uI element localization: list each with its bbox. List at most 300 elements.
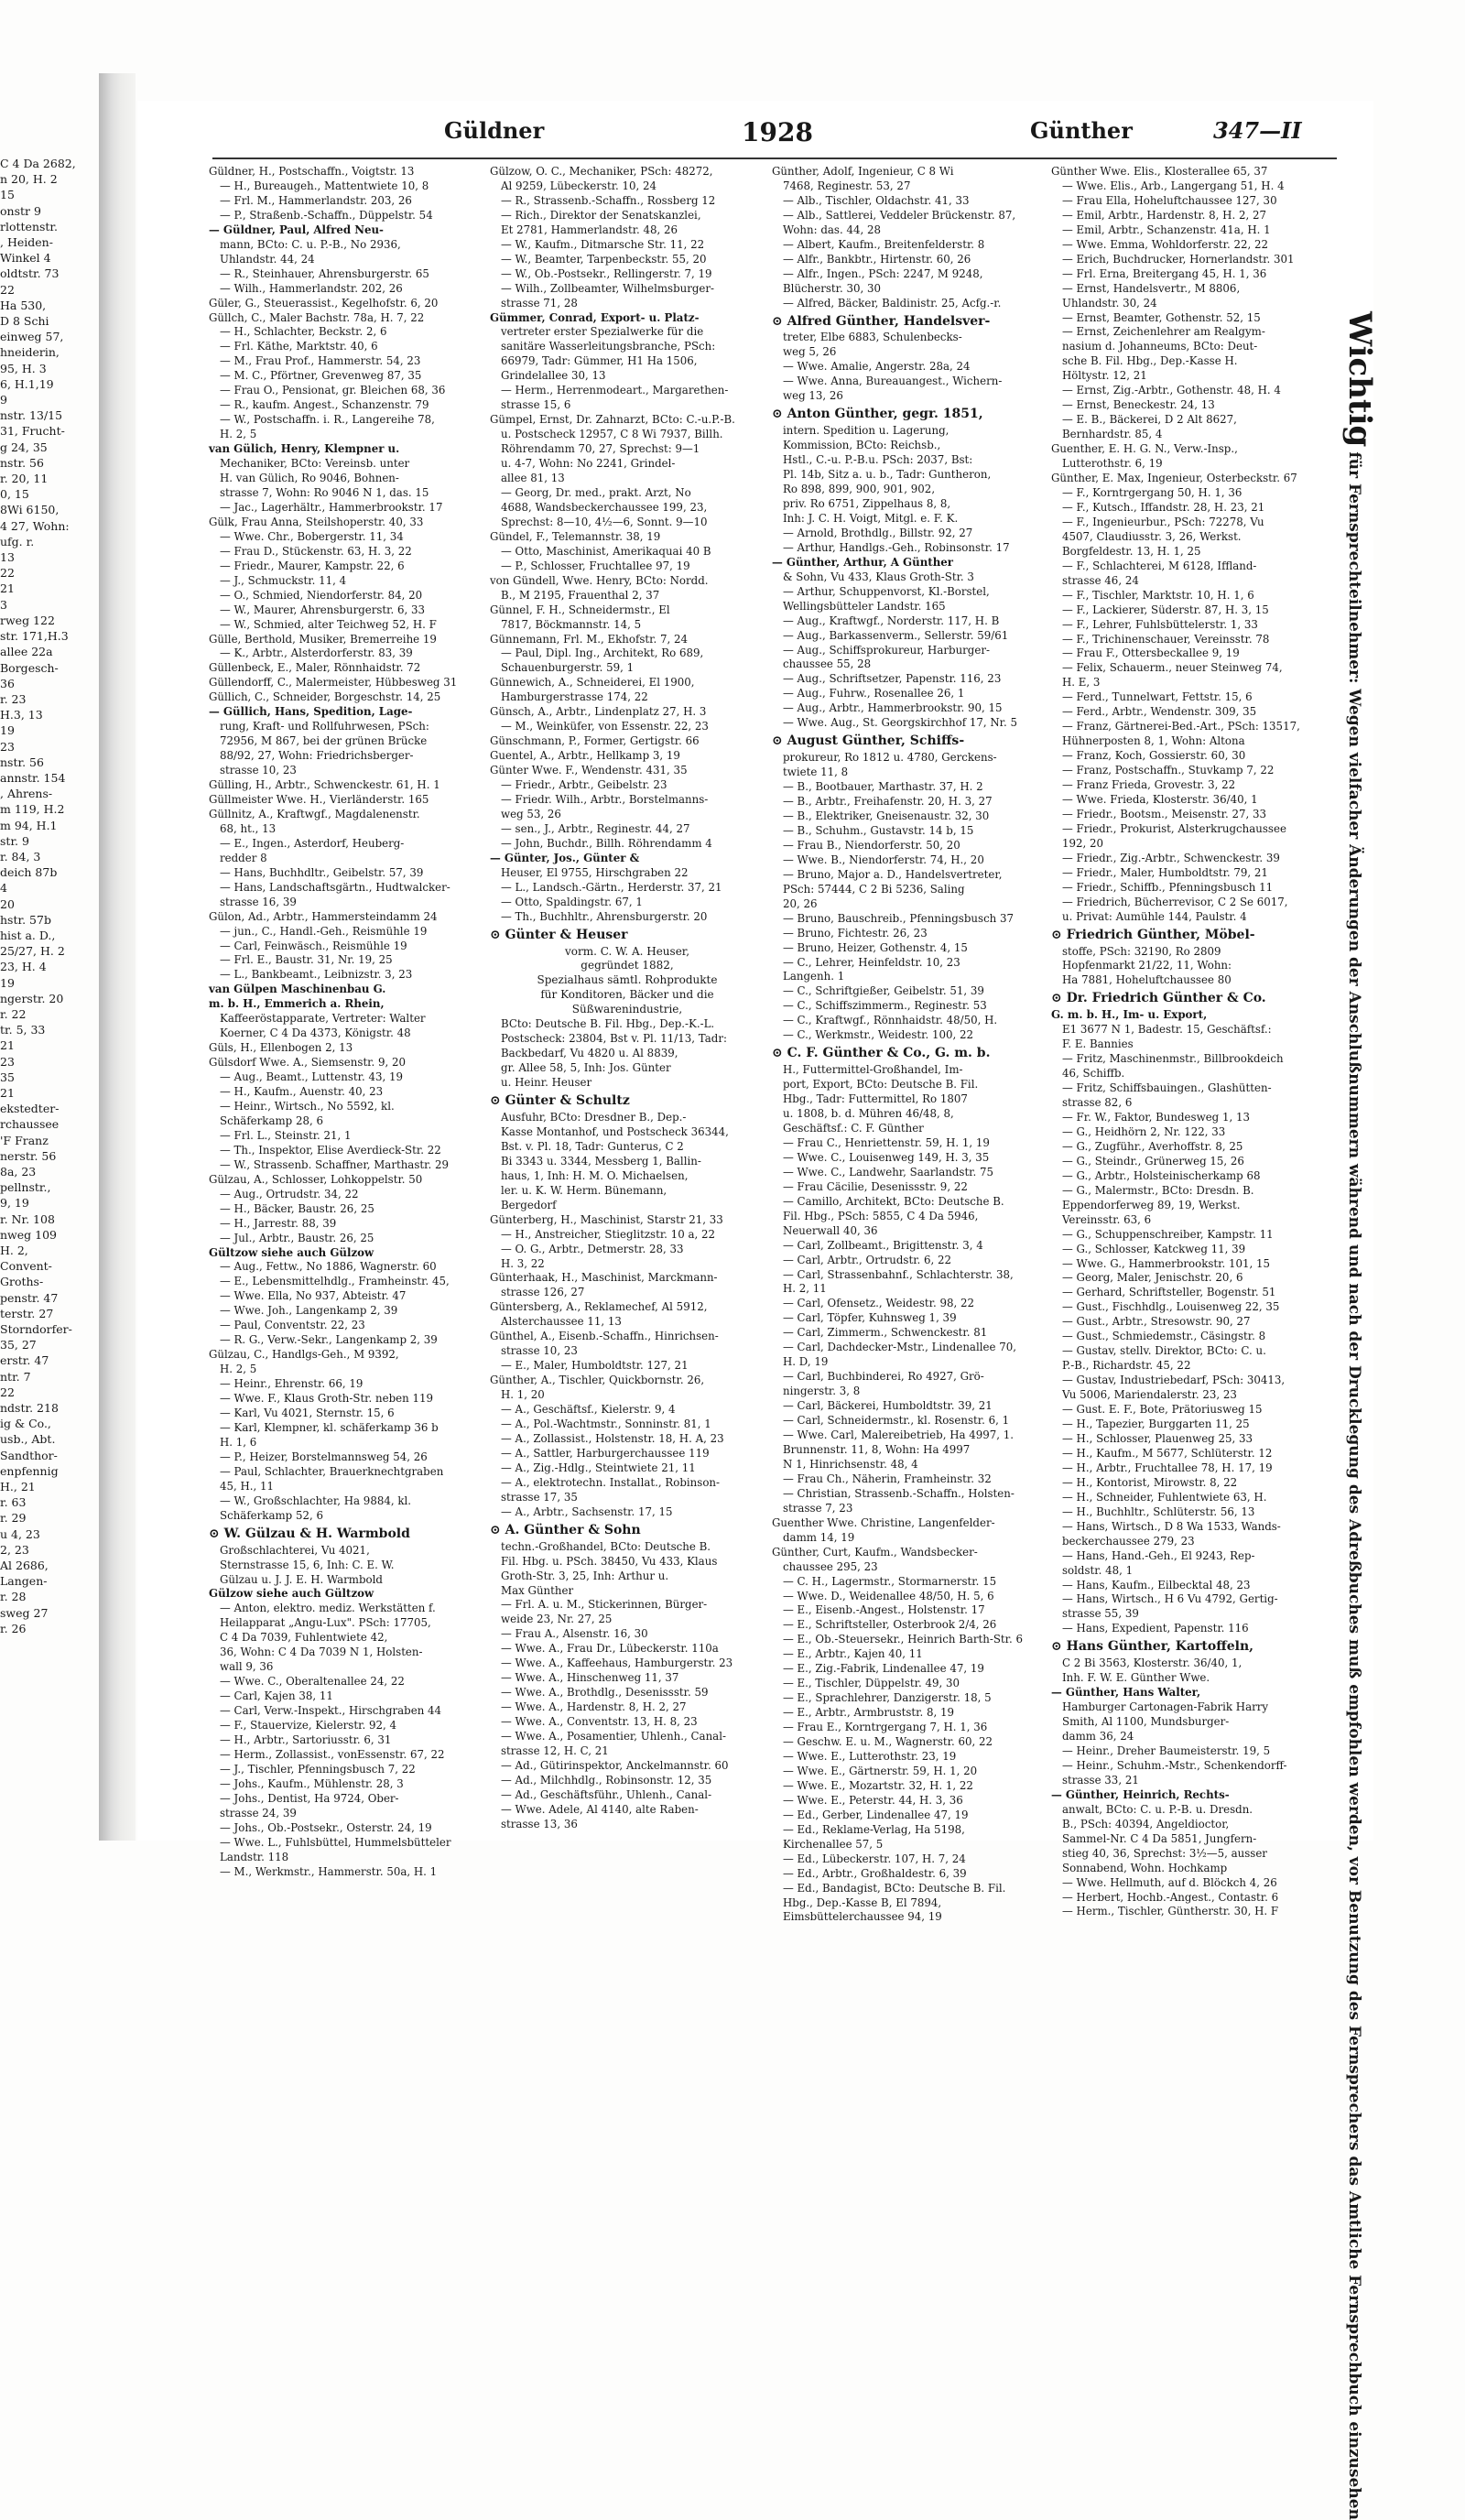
directory-entry: strasse 126, 27 [501,1286,585,1299]
directory-entry: Fil. Hbg. u. PSch. 38450, Vu 433, Klaus [501,1554,718,1568]
directory-entry: damm 14, 19 [783,1530,855,1544]
directory-entry: — Albert, Kaufm., Breitenfelderstr. 8 [783,237,985,251]
directory-entry: — Aug., Barkassenverm., Sellerstr. 59/61 [783,628,1009,642]
directory-entry: Smith, Al 1100, Mundsburger- [1062,1715,1230,1729]
directory-entry: Alsterchaussee 11, 13 [501,1315,622,1329]
directory-entry: weg 5, 26 [783,345,837,359]
facing-page-line: ekstedter- [0,1102,60,1116]
directory-entry: — F., Trichinenschauer, Vereinsstr. 78 [1062,632,1270,646]
directory-entry: — Carl, Zollbeamt., Brigittenstr. 3, 4 [783,1238,983,1252]
directory-entry: E1 3677 N 1, Badestr. 15, Geschäftsf.: [1062,1023,1272,1037]
directory-entry: u. 4-7, Wohn: No 2241, Grindel- [501,457,676,471]
directory-entry: Bi 3343 u. 3344, Messberg 1, Ballin- [501,1154,701,1168]
directory-entry: — Arnold, Brothdlg., Billstr. 92, 27 [783,526,973,539]
facing-page-line: str. 171,H.3 [0,629,69,644]
directory-entry: — Friedr., Maurer, Kampstr. 22, 6 [220,559,405,572]
facing-page-line: allee 22a [0,645,53,659]
directory-entry: — Aug., Arbtr., Hammerbrookstr. 90, 15 [783,701,1003,715]
directory-entry: — W., Postschaffn. i. R., Langereihe 78, [220,413,435,427]
facing-page-line: r. 26 [0,1621,27,1635]
facing-page-line: 95, H. 3 [0,361,47,375]
directory-entry: Brunnenstr. 11, 8, Wohn: Ha 4997 [783,1442,971,1456]
facing-page-line: ngerstr. 20 [0,991,64,1005]
directory-entry: intern. Spedition u. Lagerung, [783,424,950,438]
directory-entry: — C. H., Lagermstr., Stormarnerstr. 15 [783,1574,997,1588]
facing-page-line: 21 [0,581,15,596]
directory-entry: — Franz Frieda, Grovestr. 3, 22 [1062,778,1236,792]
facing-page-line: 23 [0,1054,15,1069]
directory-entry: — Ernst, Beneckestr. 24, 13 [1062,398,1215,412]
facing-page-line: ig & Co., [0,1417,51,1431]
directory-entry: — Herm., Tischler, Güntherstr. 30, H. F [1062,1905,1279,1918]
directory-entry: chaussee 55, 28 [783,657,872,671]
directory-entry: — C., Schiffszimmerm., Reginestr. 53 [783,999,987,1013]
directory-entry: — Herm., Herrenmodeart., Margarethen- [501,384,729,397]
directory-entry: — Aug., Schriftsetzer, Papenstr. 116, 23 [783,672,1002,686]
directory-entry: — B., Elektriker, Gneisenaustr. 32, 30 [783,809,990,822]
directory-entry: — Ad., Geschäftsführ., Uhlenh., Canal- [501,1787,712,1801]
firm-heading: ⊙ Dr. Friedrich Günther & Co. [1051,991,1266,1006]
directory-entry: — Karl, Klempner, kl. schäferkamp 36 b [220,1420,439,1434]
directory-entry: — Emil, Arbtr., Schanzenstr. 41a, H. 1 [1062,223,1271,236]
directory-entry: 192, 20 [1062,836,1104,850]
directory-entry: stoffe, PSch: 32190, Ro 2809 [1062,944,1221,958]
facing-page-line: 8Wi 6150, [0,503,60,517]
directory-entry: — Carl, Verw.-Inspekt., Hirschgraben 44 [220,1704,442,1718]
directory-entry: Hbg., Dep.-Kasse B, El 7894, [783,1895,942,1909]
directory-entry: — G., Heidhörn 2, Nr. 122, 33 [1062,1124,1226,1138]
directory-entry: P.-B., Richardstr. 45, 22 [1062,1359,1191,1373]
directory-entry: — Ed., Lübeckerstr. 107, H. 7, 24 [783,1852,966,1865]
directory-entry: — Frau F., Ottersbeckallee 9, 19 [1062,646,1240,660]
directory-entry: — H., Bureaugeh., Mattentwiete 10, 8 [220,179,429,192]
directory-entry: — Fr. W., Faktor, Bundesweg 1, 13 [1062,1111,1250,1124]
directory-entry: — C., Lehrer, Heinfeldstr. 10, 23 [783,955,960,969]
directory-entry: — Johs., Dentist, Ha 9724, Ober- [220,1791,399,1805]
directory-entry: Günterberg, H., Maschinist, Starstr 21, 33 [490,1212,723,1226]
facing-page-line: r. 84, 3 [0,849,41,864]
directory-entry: Fil. Hbg., PSch: 5855, C 4 Da 5946, [783,1209,979,1222]
directory-entry: — O., Schmied, Niendorferstr. 84, 20 [220,588,423,602]
directory-entry: — E., Sprachlehrer, Danzigerstr. 18, 5 [783,1691,992,1705]
firm-heading: ⊙ Günter & Heuser [490,927,628,942]
directory-entry: H., Futtermittel-Großhandel, Im- [783,1063,963,1077]
directory-entry: — Paul, Conventstr. 22, 23 [220,1319,365,1332]
facing-page-line: C 4 Da 2682, [0,157,76,170]
facing-page-line: 19 [0,975,15,990]
directory-entry: H. 1, 20 [501,1388,545,1402]
directory-entry: port, Export, BCto: Deutsche B. Fil. [783,1078,979,1092]
directory-entry: — Ed., Gerber, Lindenallee 47, 19 [783,1808,969,1821]
directory-entry: — G., Steindr., Grünerweg 15, 26 [1062,1154,1244,1168]
directory-entry: Postscheck: 23804, Bst v. Pl. 11/13, Tadr: [501,1032,727,1046]
directory-entry: — Frau E., Korntrgergang 7, H. 1, 36 [783,1721,988,1734]
facing-page-line: rweg 122 [0,613,55,627]
directory-entry: Gündel, F., Telemannstr. 38, 19 [490,529,661,543]
directory-entry: — Frau B., Niendorferstr. 50, 20 [783,838,960,852]
directory-entry: — Franz, Koch, Gossierstr. 60, 30 [1062,749,1246,763]
running-header [325,117,1351,148]
directory-entry: — Frau Ch., Näherin, Framheinstr. 32 [783,1472,992,1485]
directory-entry: — Bruno, Major a. D., Handelsvertreter, [783,867,1003,881]
directory-entry: — W., Ob.-Postsekr., Rellingerstr. 7, 19 [501,266,712,280]
directory-entry: Großschlachterei, Vu 4021, [220,1543,370,1557]
directory-entry: strasse 24, 39 [220,1806,297,1819]
directory-entry: Sammel-Nr. C 4 Da 5851, Jungfern- [1062,1831,1257,1845]
directory-column-1 [209,165,483,1878]
directory-entry: Heilapparat „Angu-Lux". PSch: 17705, [220,1616,431,1630]
directory-entry: Günther, Adolf, Ingenieur, C 8 Wi [772,165,954,178]
facing-page-line: onstr 9 [0,203,41,218]
directory-entry: — H., Arbtr., Sartoriusstr. 6, 31 [220,1732,392,1746]
header-rule [212,158,1337,159]
directory-entry: — Güllich, Hans, Spedition, Lage- [209,705,413,719]
directory-entry: 45, H., 11 [220,1479,275,1493]
directory-entry: — John, Buchdr., Billh. Röhrendamm 4 [501,836,712,850]
facing-page-line: rchaussee [0,1117,60,1132]
directory-entry: — W., Strassenb. Schaffner, Marthastr. 29 [220,1157,449,1171]
directory-entry: Spezialhaus sämtl. Rohprodukte [537,973,718,987]
facing-page-line: nweg 109 [0,1227,57,1242]
directory-entry: — K., Arbtr., Alsterdorferstr. 83, 39 [220,646,413,660]
directory-entry: beckerchaussee 279, 23 [1062,1534,1195,1548]
header-guide-word-left: Güldner [444,117,545,144]
directory-entry: — Aug., Schiffsprokureur, Harburger- [783,643,990,657]
directory-entry: B., PSch: 40394, Angeldioctor, [1062,1817,1230,1830]
facing-page-line: Groths- [0,1275,44,1289]
directory-entry: 20, 26 [783,896,818,910]
directory-entry: — M., Werkmstr., Hammerstr. 50a, H. 1 [220,1864,438,1878]
directory-entry: — Wwe. A., Posamentier, Uhlenh., Canal- [501,1730,726,1743]
directory-entry: — Bruno, Fichtestr. 26, 23 [783,926,928,940]
facing-page-line: r. 29 [0,1511,27,1526]
facing-page-line: n 20, H. 2 [0,172,58,187]
facing-page-line: str. 9 [0,833,29,848]
directory-entry: mann, BCto: C. u. P.-B., No 2936, [220,237,401,251]
facing-page-line: annstr. 154 [0,770,66,785]
directory-entry: — Heinr., Dreher Baumeisterstr. 19, 5 [1062,1743,1271,1757]
facing-page-line: 22 [0,566,15,581]
directory-entry: Günther, Curt, Kaufm., Wandsbecker- [772,1545,978,1559]
directory-entry: — H., Jarrestr. 88, 39 [220,1216,337,1230]
directory-entry: strasse 16, 39 [220,895,297,908]
directory-entry: — Wwe. A., Frau Dr., Lübeckerstr. 110a [501,1642,719,1656]
firm-heading: ⊙ C. F. Günther & Co., G. m. b. [772,1046,991,1061]
directory-entry: Et 2781, Hammerlandstr. 48, 26 [501,223,678,236]
directory-entry: — Wwe. A., Kaffeehaus, Hamburgerstr. 23 [501,1656,733,1670]
facing-page-line: 35 [0,1070,15,1084]
directory-entry: — C., Schriftgießer, Geibelstr. 51, 39 [783,984,984,998]
directory-entry: PSch: 57444, C 2 Bi 5236, Saling [783,882,965,896]
directory-entry: Sprechst: 8—10, 4½—6, Sonnt. 9—10 [501,515,708,528]
directory-entry: — H., Kaufm., M 5677, Schlüterstr. 12 [1062,1446,1273,1460]
directory-entry: — Wwe. Anna, Bureauangest., Wichern- [783,375,1003,388]
directory-entry: — Ferd., Tunnelwart, Fettstr. 15, 6 [1062,690,1253,704]
directory-entry: Gültzow siehe auch Gülzow [209,1245,374,1259]
facing-page-line: tr. 5, 33 [0,1023,46,1037]
facing-page-line: r. 20, 11 [0,472,49,486]
directory-entry: Backbedarf, Vu 4820 u. Al 8839, [501,1047,678,1060]
directory-entry: u. Heinr. Heuser [501,1076,592,1090]
directory-entry: Günterhaak, H., Maschinist, Marckmann- [490,1271,718,1285]
directory-entry: u. Postscheck 12957, C 8 Wi 7937, Billh. [501,428,723,441]
directory-entry: — C., Kraftwgf., Rönnhaidstr. 48/50, H. [783,1014,998,1027]
directory-entry: — W., Maurer, Ahrensburgerstr. 6, 33 [220,603,426,616]
directory-entry: — Bruno, Bauschreib., Pfenningsbusch 37 [783,911,1015,925]
directory-entry: — J., Tischler, Pfenningsbusch 7, 22 [220,1762,416,1776]
directory-entry: Kasse Montanhof, und Postscheck 36344, [501,1124,729,1138]
directory-entry: — Carl, Feinwäsch., Reismühle 19 [220,939,407,952]
directory-entry: H. 2, 5 [220,1363,257,1376]
header-guide-word-right: Günther [1030,117,1133,144]
firm-heading: ⊙ W. Gülzau & H. Warmbold [209,1526,410,1541]
directory-entry: — Ferd., Arbtr., Wendenstr. 309, 35 [1062,705,1257,719]
directory-entry: — Otto, Spaldingstr. 67, 1 [501,895,643,908]
directory-entry: — Otto, Maschinist, Amerikaquai 40 B [501,544,711,558]
directory-entry: 7468, Reginestr. 53, 27 [783,179,911,192]
directory-entry: — A., elektrotechn. Installat., Robinson- [501,1475,721,1489]
directory-entry: — H., Anstreicher, Stieglitzstr. 10 a, 22 [501,1227,715,1241]
directory-entry: — Ed., Bandagist, BCto: Deutsche B. Fil. [783,1881,1006,1895]
vertical-notice [1332,311,1378,2520]
directory-entry: van Gülich, Henry, Klempner u. [209,442,400,456]
directory-entry: G. m. b. H., Im- u. Export, [1051,1008,1208,1022]
directory-entry: strasse 55, 39 [1062,1607,1139,1621]
directory-entry: haus, 1, Inh: H. M. O. Michaelsen, [501,1168,689,1182]
directory-entry: — P., Schlosser, Fruchtallee 97, 19 [501,559,690,572]
directory-entry: — jun., C., Handl.-Geh., Reismühle 19 [220,924,428,938]
directory-entry: — Gustav, stellv. Direktor, BCto: C. u. [1062,1344,1266,1358]
directory-entry: — Gust., Arbtr., Stresowstr. 90, 27 [1062,1315,1251,1329]
facing-page-line: 36 [0,676,15,690]
directory-entry: — Wwe. E., Lutterothstr. 23, 19 [783,1749,957,1763]
directory-entry: Günthel, A., Eisenb.-Schaffn., Hinrichsen- [490,1330,719,1343]
facing-page-line: Storndorfer- [0,1322,72,1337]
directory-entry: Grindelallee 30, 13 [501,369,606,383]
directory-entry: Röhrendamm 70, 27, Sprechst: 9—1 [501,442,700,456]
directory-entry: — Gust., Schmiedemstr., Cäsingstr. 8 [1062,1330,1266,1343]
directory-entry: — F., Korntrgergang 50, H. 1, 36 [1062,485,1243,499]
directory-entry: — Hans, Landschaftsgärtn., Hudtwalcker- [220,880,450,894]
directory-entry: 7817, Böckmannstr. 14, 5 [501,617,642,631]
directory-entry: — Frau A., Alsenstr. 16, 30 [501,1627,648,1641]
directory-entry: — Carl, Dachdecker-Mstr., Lindenallee 70, [783,1341,1016,1354]
directory-entry: Gülzow siehe auch Gültzow [209,1587,374,1601]
facing-page-line: Al 2686, [0,1559,49,1573]
facing-page-line: H.3, 13 [0,708,43,722]
directory-entry: — Wwe. A., Brothdlg., Desenissstr. 59 [501,1686,709,1700]
facing-page-fragment [0,156,99,1841]
directory-entry: — Wwe. C., Landwehr, Saarlandstr. 75 [783,1165,994,1179]
directory-entry: Kommission, BCto: Reichsb., [783,439,941,452]
directory-entry: — Ed., Reklame-Verlag, Ha 5198, [783,1822,965,1836]
notice-text: für Fernsprechteilnehmer: Wegen vielfacher Änderungen der Anschlußnummern während und nach der Drucklegung des Adreßbuches muß empfohlen werden, vor Benutzung des Fernsprechers das Amtliche Fernsprechbuch einzusehen [1345,451,1363,2520]
directory-entry: — Carl, Arbtr., Ortrudstr. 6, 22 [783,1253,952,1266]
directory-entry: — Alb., Sattlerei, Veddeler Brückenstr. 87, [783,208,1016,222]
directory-entry: Uhlandstr. 44, 24 [220,252,315,266]
directory-entry: — Wwe. Carl, Malereibetrieb, Ha 4997, 1. [783,1428,1015,1442]
directory-entry: — Günther, Heinrich, Rechts- [1051,1787,1230,1801]
facing-page-line: enpfennig [0,1463,59,1478]
directory-entry: 4507, Claudiusstr. 3, 26, Werkst. [1062,529,1242,543]
facing-page-line: hstr. 57b [0,912,51,927]
directory-entry: — Frl. Erna, Breitergang 45, H. 1, 36 [1062,266,1267,280]
directory-entry: Höltystr. 12, 21 [1062,369,1147,383]
directory-entry: — Heinr., Wirtsch., No 5592, kl. [220,1100,395,1113]
directory-entry: — Frau O., Pensionat, gr. Bleichen 68, 36 [220,384,446,397]
facing-page-line: 2, 23 [0,1542,29,1557]
facing-page-line: ndstr. 218 [0,1401,59,1416]
directory-entry: — Ernst, Handelsvertr., M 8806, [1062,281,1241,295]
directory-entry: — Wwe. Hellmuth, auf d. Blöckch 4, 26 [1062,1875,1277,1889]
directory-entry: strasse 82, 6 [1062,1096,1133,1110]
directory-entry: — H., Tapezier, Burggarten 11, 25 [1062,1418,1250,1431]
directory-entry: Gülzau, C., Handlgs-Geh., M 9392, [209,1348,399,1362]
directory-entry: Gülling, H., Arbtr., Schwenckestr. 61, H. 1 [209,778,440,792]
directory-entry: Vu 5006, Mariendalerstr. 23, 23 [1062,1388,1237,1402]
directory-entry: — Wwe. Elis., Arb., Langergang 51, H. 4 [1062,179,1285,192]
directory-entry: BCto: Deutsche B. Fil. Hbg., Dep.-K.-L. [501,1017,715,1031]
directory-entry: für Konditoren, Bäcker und die [540,988,714,1002]
directory-entry: — Christian, Strassenb.-Schaffn., Holsten- [783,1486,1015,1500]
directory-entry: — Hans, Expedient, Papenstr. 116 [1062,1622,1249,1635]
directory-entry: Langenh. 1 [783,970,845,983]
firm-heading: ⊙ Hans Günther, Kartoffeln, [1051,1639,1253,1655]
directory-entry: — Friedr., Zig.-Arbtr., Schwenckestr. 39 [1062,851,1280,864]
directory-entry: — E., Ob.-Steuersekr., Heinrich Barth-Str. 6 [783,1633,1024,1646]
directory-entry: — E., Arbtr., Kajen 40, 11 [783,1647,923,1661]
directory-entry: vertreter erster Spezialwerke für die [501,325,704,339]
directory-entry: Günther, A., Tischler, Quickbornstr. 26, [490,1374,705,1387]
directory-entry: H. E, 3 [1062,676,1101,690]
directory-entry: — Alfr., Ingen., PSch: 2247, M 9248, [783,266,983,280]
directory-entry: — Wwe. E., Gärtnerstr. 59, H. 1, 20 [783,1764,978,1777]
facing-page-line: H. 2, [0,1244,28,1258]
facing-page-line: 9, 19 [0,1196,29,1211]
facing-page-line: einweg 57, [0,330,64,344]
directory-entry: anwalt, BCto: C. u. P.-B. u. Dresdn. [1062,1802,1253,1816]
directory-entry: B., M 2195, Frauenthal 2, 37 [501,588,660,602]
facing-page-line: usb., Abt. [0,1432,56,1447]
directory-entry: Gülsdorf Wwe. A., Siemsenstr. 9, 20 [209,1056,407,1070]
directory-entry: gr. Allee 58, 5, Inh: Jos. Günter [501,1061,671,1075]
facing-page-line: erstr. 47 [0,1353,49,1368]
directory-entry: Guentel, A., Arbtr., Hellkamp 3, 19 [490,749,680,763]
directory-entry: — Frau Cäcilie, Desenissstr. 9, 22 [783,1179,968,1193]
directory-entry: — Wwe. Adele, Al 4140, alte Raben- [501,1802,699,1816]
directory-entry: — H., Schlosser, Plauenweg 25, 33 [1062,1431,1253,1445]
directory-entry: — Anton, elektro. mediz. Werkstätten f. [220,1602,436,1615]
directory-entry: — Wilh., Zollbeamter, Wilhelmsburger- [501,281,715,295]
directory-entry: Günter Wwe. F., Wendenstr. 431, 35 [490,764,688,777]
directory-entry: — A., Zig.-Hdlg., Steintwiete 21, 11 [501,1461,696,1474]
directory-entry: — Hans, Wirtsch., H 6 Vu 4792, Gertig- [1062,1592,1278,1606]
directory-entry: H. 2, 11 [783,1282,827,1296]
directory-entry: Güls, H., Ellenbogen 2, 13 [209,1041,353,1055]
directory-entry: — Frau C., Henriettenstr. 59, H. 1, 19 [783,1135,990,1149]
directory-entry: Geschäftsf.: C. F. Günther [783,1122,924,1135]
directory-entry: strasse 13, 36 [501,1817,578,1830]
directory-entry: Inh. F. W. E. Günther Wwe. [1062,1671,1210,1685]
directory-entry: — F., Tischler, Marktstr. 10, H. 1, 6 [1062,588,1254,602]
facing-page-line: 23 [0,739,15,754]
facing-page-line: 'F Franz [0,1133,49,1147]
directory-entry: — F., Ingenieurbur., PSch: 72278, Vu [1062,515,1264,528]
directory-entry: — Wwe. B., Niendorferstr. 74, H., 20 [783,853,984,866]
directory-entry: — A., Arbtr., Sachsenstr. 17, 15 [501,1504,673,1518]
directory-entry: H. D, 19 [783,1355,829,1369]
directory-entry: Blücherstr. 30, 30 [783,281,882,295]
directory-entry: — Carl, Schneidermstr., kl. Rosenstr. 6, 1 [783,1414,1010,1428]
directory-entry: — Arthur, Handlgs.-Geh., Robinsonstr. 17 [783,540,1010,554]
directory-entry: — Paul, Schlachter, Brauerknechtgraben [220,1464,444,1478]
directory-entry: — Frl. E., Baustr. 31, Nr. 19, 25 [220,953,393,967]
directory-entry: Koerner, C 4 Da 4373, Königstr. 48 [220,1026,411,1040]
facing-page-line: , Heiden- [0,235,53,250]
directory-entry: — Ed., Arbtr., Großhaldestr. 6, 39 [783,1866,967,1880]
directory-entry: — Friedr., Bootsm., Meisenstr. 27, 33 [1062,807,1266,820]
directory-entry: Kaffeeröstapparate, Vertreter: Walter [220,1012,426,1026]
directory-entry: treter, Elbe 6883, Schulenbecks- [783,331,962,344]
facing-page-line: 0, 15 [0,487,29,502]
directory-entry: — R. G., Verw.-Sekr., Langenkamp 2, 39 [220,1333,438,1347]
directory-entry: — Emil, Arbtr., Hardenstr. 8, H. 2, 27 [1062,208,1266,222]
directory-entry: — Frl. A. u. M., Stickerinnen, Bürger- [501,1598,708,1612]
directory-entry: Lutterothstr. 6, 19 [1062,457,1163,471]
directory-entry: — H., Kontorist, Mirowstr. 8, 22 [1062,1475,1238,1489]
directory-entry: Hopfenmarkt 21/22, 11, Wohn: [1062,959,1232,972]
directory-entry: — Wwe. A., Hinschenweg 11, 37 [501,1671,679,1685]
directory-entry: — Wwe. A., Conventstr. 13, H. 8, 23 [501,1715,698,1729]
directory-entry: — Herbert, Hochb.-Angest., Contastr. 6 [1062,1890,1279,1904]
directory-entry: Guenther Wwe. Christine, Langenfelder- [772,1515,995,1529]
directory-entry: strasse 15, 6 [501,398,571,412]
directory-column-3 [772,165,1047,1924]
directory-entry: 36, Wohn: C 4 Da 7039 N 1, Holsten- [220,1646,423,1659]
facing-page-line: 25/27, H. 2 [0,944,65,959]
directory-entry: — J., Schmuckstr. 11, 4 [220,573,347,587]
directory-entry: — H., Arbtr., Fruchtallee 78, H. 17, 19 [1062,1461,1273,1474]
directory-entry: — Camillo, Architekt, BCto: Deutsche B. [783,1194,1004,1208]
directory-entry: Schauenburgerstr. 59, 1 [501,661,635,675]
facing-page-line: u 4, 23 [0,1526,40,1541]
directory-entry: — W., Beamter, Tarpenbeckstr. 55, 20 [501,252,707,266]
directory-entry: — E., Eisenb.-Angest., Holstenstr. 17 [783,1603,985,1617]
directory-entry: — Carl, Zimmerm., Schwenckestr. 81 [783,1326,988,1340]
facing-page-line: rlottenstr. [0,219,59,234]
directory-entry: — Friedr. Wilh., Arbtr., Borstelmanns- [501,792,709,806]
facing-page-line: r. 63 [0,1495,27,1510]
directory-entry: H. 1, 6 [220,1435,257,1449]
directory-entry: — Rich., Direktor der Senatskanzlei, [501,208,701,222]
facing-page-line: r. Nr. 108 [0,1211,55,1226]
directory-entry: — W., Schmied, alter Teichweg 52, H. F [220,617,437,631]
facing-page-line: r. 22 [0,1006,27,1021]
facing-page-line: 4 [0,881,7,896]
directory-entry: — P., Straßenb.-Schaffn., Düppelstr. 54 [220,208,433,222]
directory-entry: — B., Bootbauer, Marthastr. 37, H. 2 [783,780,983,794]
facing-page-line: 3 [0,597,7,612]
directory-entry: — Alb., Tischler, Oldachstr. 41, 33 [783,193,970,207]
directory-entry: — H., Buchhltr., Schlüterstr. 56, 13 [1062,1504,1255,1518]
directory-entry: — A., Sattler, Harburgerchaussee 119 [501,1446,710,1460]
directory-entry: Güldner, H., Postschaffn., Voigtstr. 13 [209,165,415,178]
directory-entry: — Aug., Ortrudstr. 34, 22 [220,1187,359,1200]
directory-entry: Gülon, Ad., Arbtr., Hammersteindamm 24 [209,909,438,923]
directory-entry: — E., Tischler, Düppelstr. 49, 30 [783,1677,960,1690]
directory-entry: — Gerhard, Schriftsteller, Bogenstr. 51 [1062,1286,1276,1299]
facing-page-line: hist a. D., [0,928,56,942]
